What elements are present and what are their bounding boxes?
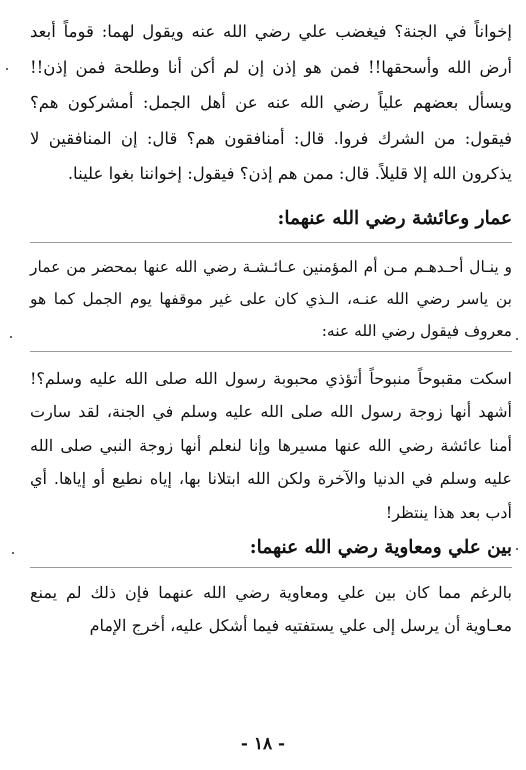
page-number: - ١٨ - xyxy=(240,734,286,754)
section-heading-ammar-aisha: عمار وعائشة رضي الله عنهما: xyxy=(277,207,512,229)
paragraph-2: و ينـال أحـدهـم مـن أم المؤمنين عـائـشـة رضي الله عنها بمحضر من عمار بن ياسر رضي الله عنـه، الـذي كان على غير موقفها يوم الجمل كما هو معروف فيقول رضي الله عنه: xyxy=(30,257,512,340)
divider xyxy=(30,351,512,352)
scan-speck xyxy=(516,338,518,340)
quote-paragraph: اسكت مقبوحاً منبوحاً أتؤذي محبوبة رسول الله صلى الله عليه وسلم؟! أشهد أنها زوجة رسول الله صلى الله عليه وسلم في الجنة، لقد سارت أمنا عائشة رضي الله عنها مسيرها وإنا لنعلم أنها زوجة النبي صلى الله عليه وسلم في الدنيا والآخرة ولكن الله ابتلانا بها، إياه نطيع أو إياها. أي أدب بعد هذا ينتظر! xyxy=(30,368,513,522)
paragraph-1: إخواناً في الجنة؟ فيغضب علي رضي الله عنه ويقول لهما: قوماً أبعد أرض الله وأسحقها!! فمن هو إذن إن لم أكن أنا وطلحة فمن إذن!! ويسأل بعضهم علياً رضي الله عنه عن أهل الجمل: أمشركون هم؟ فيقول: من الشرك فروا. قال: أمنافقون هم؟ قال: إن المنافقين لا يذكرون الله إلا قليلاً. قال: ممن هم إذن؟ فيقول: إخواننا بغوا علينا. xyxy=(30,22,512,183)
divider xyxy=(30,567,512,568)
divider xyxy=(30,242,512,243)
paragraph-4: بالرغم مما كان بين علي ومعاوية رضي الله عنهما فإن ذلك لم يمنع معـاوية أن يرسل إلى علي يستفتيه فيما أشكل عليه، أخرج الإمام xyxy=(30,583,512,635)
page-body xyxy=(30,14,512,642)
scan-speck xyxy=(516,548,518,550)
section-heading-ali-muawiya: بين علي ومعاوية رضي الله عنهما: xyxy=(249,537,512,558)
scan-speck xyxy=(10,336,12,338)
scan-speck xyxy=(6,68,8,70)
scan-speck xyxy=(12,552,14,554)
